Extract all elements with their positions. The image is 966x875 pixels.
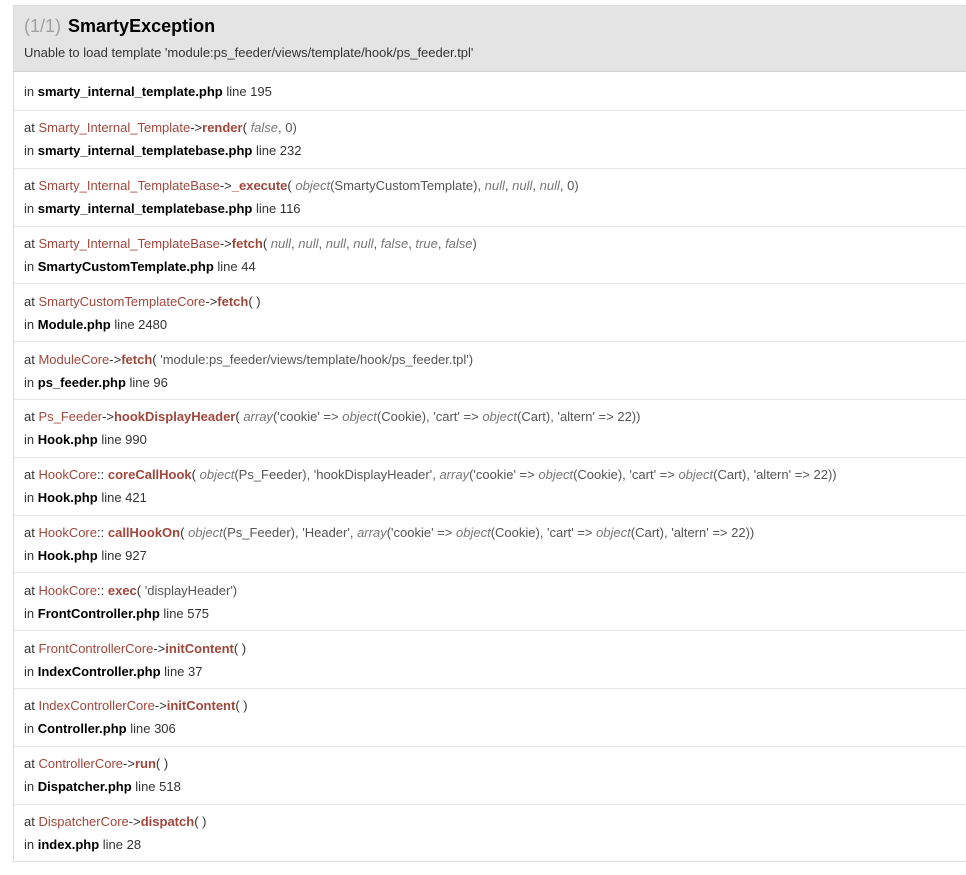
frame-location (24, 371, 964, 394)
frame-class: Ps_Feeder (38, 409, 103, 425)
file-name: index.php (37, 836, 100, 852)
in-label: in (24, 374, 35, 390)
frame-arg: , (291, 235, 299, 251)
frame-class: Smarty_Internal_TemplateBase (38, 235, 220, 251)
call-separator: -> (154, 698, 167, 714)
frame-arg: object (538, 467, 574, 483)
trace-origin (14, 72, 966, 110)
frame-arg: null (539, 178, 560, 194)
line-number: line 116 (255, 201, 301, 217)
frame-arg: , (504, 178, 513, 194)
frame-arg: ('cookie' => (272, 409, 343, 425)
frame-function: fetch (217, 293, 249, 309)
trace-frame (14, 572, 966, 630)
frame-call (24, 348, 964, 371)
frame-arg: ( ) (235, 698, 248, 714)
line-number: line 96 (129, 374, 168, 390)
at-label: at (24, 293, 35, 309)
frame-arg: ( ) (155, 756, 169, 772)
frame-arg: false (250, 120, 279, 136)
frame-location (24, 486, 964, 509)
frame-arg: (Ps_Feeder), 'Header', (222, 524, 358, 540)
line-number: line 37 (164, 663, 203, 679)
frame-arg: ( (191, 467, 200, 483)
call-separator: -> (102, 409, 114, 425)
frame-arg: ( ) (248, 293, 261, 309)
frame-arg: object (199, 467, 235, 483)
file-name: Dispatcher.php (37, 779, 132, 795)
frame-class: ControllerCore (38, 756, 124, 772)
frame-arg: , 0) (559, 178, 579, 194)
frame-class: SmartyCustomTemplateCore (38, 293, 206, 309)
file-name: smarty_internal_template.php (37, 83, 223, 99)
frame-arg: (Cart), 'altern' => 22)) (713, 467, 837, 483)
frame-arg: (Cart), 'altern' => 22)) (630, 524, 755, 540)
frame-location (24, 428, 964, 451)
at-label: at (24, 698, 35, 714)
frame-function: render (202, 120, 243, 136)
frame-arg: false (445, 235, 473, 251)
frame-arg: ('cookie' => (386, 524, 456, 540)
frame-arg: null (484, 178, 505, 194)
in-label: in (24, 83, 35, 99)
at-label: at (24, 756, 35, 772)
trace-frame (14, 804, 966, 862)
frame-location (24, 775, 964, 798)
call-separator: -> (205, 293, 218, 309)
trace-frame (14, 399, 966, 457)
call-separator: :: (97, 524, 105, 540)
frame-location (24, 544, 964, 567)
file-name: IndexController.php (37, 663, 161, 679)
file-name: FrontController.php (37, 605, 160, 621)
frame-function: initContent (165, 640, 234, 656)
at-label: at (24, 640, 35, 656)
frame-arg: null (325, 235, 346, 251)
line-number: line 990 (101, 432, 147, 448)
file-name: Hook.php (37, 547, 98, 563)
file-name: smarty_internal_templatebase.php (37, 143, 253, 159)
in-label: in (24, 490, 35, 506)
frame-arg: ('cookie' => (469, 467, 539, 483)
frame-arg: , (373, 235, 381, 251)
frame-arg: null (353, 235, 374, 251)
frame-arg: ( (262, 235, 271, 251)
frame-location (24, 197, 964, 220)
frame-class: Smarty_Internal_Template (38, 120, 191, 136)
line-number: line 518 (135, 779, 181, 795)
call-separator: -> (190, 120, 203, 136)
trace-location (24, 80, 964, 103)
frame-class: HookCore (38, 582, 97, 598)
frame-arg: array (357, 524, 387, 540)
in-label: in (24, 143, 35, 159)
line-number: line 232 (255, 143, 302, 159)
frame-arg: false (380, 235, 409, 251)
at-label: at (24, 178, 35, 194)
at-label: at (24, 467, 35, 483)
frame-arg: ( (287, 178, 296, 194)
frame-arg: (Cookie), 'cart' => (573, 467, 679, 483)
at-label: at (24, 524, 35, 540)
frame-call (24, 116, 964, 139)
frame-call (24, 810, 964, 833)
frame-class: DispatcherCore (38, 813, 129, 829)
stack-trace (14, 110, 966, 861)
frame-call (24, 694, 964, 717)
in-label: in (24, 836, 35, 852)
frame-class: FrontControllerCore (38, 640, 154, 656)
exception-class: SmartyException (68, 16, 216, 36)
frame-location (24, 660, 964, 683)
file-name: ps_feeder.php (37, 374, 126, 390)
frame-call (24, 579, 964, 602)
trace-frame (14, 110, 966, 168)
trace-frame (14, 515, 966, 573)
frame-arg: , (532, 178, 540, 194)
trace-frame (14, 457, 966, 515)
call-separator: -> (123, 756, 135, 772)
trace-frame (14, 341, 966, 399)
frame-location (24, 313, 964, 336)
at-label: at (24, 120, 35, 136)
call-separator: -> (109, 351, 122, 367)
file-name: smarty_internal_templatebase.php (37, 201, 253, 217)
frame-arg: , (408, 235, 416, 251)
frame-function: dispatch (140, 813, 195, 829)
trace-frame (14, 630, 966, 688)
frame-arg: , (318, 235, 326, 251)
file-name: Controller.php (37, 721, 127, 737)
frame-arg: 'module:ps_feeder/views/template/hook/ps_feeder.tpl') (160, 351, 474, 367)
frame-arg: ( (152, 351, 161, 367)
frame-class: Smarty_Internal_TemplateBase (38, 178, 220, 194)
frame-location (24, 255, 964, 278)
frame-function: _execute (231, 178, 288, 194)
frame-arg: object (455, 524, 491, 540)
frame-arg: (Cookie), 'cart' => (376, 409, 483, 425)
frame-arg: object (482, 409, 518, 425)
exception-title (24, 15, 964, 37)
frame-arg: (Cart), 'altern' => 22)) (517, 409, 641, 425)
file-name: Hook.php (37, 490, 98, 506)
frame-arg: ( (136, 582, 145, 598)
frame-function: initContent (166, 698, 236, 714)
trace-frame (14, 688, 966, 746)
frame-arg: , 0) (278, 120, 297, 136)
frame-call (24, 405, 964, 428)
exception-header (14, 6, 966, 72)
call-separator: :: (97, 467, 105, 483)
frame-location (24, 602, 964, 625)
file-name: Hook.php (37, 432, 98, 448)
at-label: at (24, 409, 35, 425)
frame-arg: 'displayHeader') (144, 582, 238, 598)
in-label: in (24, 316, 35, 332)
call-separator: -> (128, 813, 141, 829)
frame-arg: object (295, 178, 331, 194)
in-label: in (24, 201, 35, 217)
frame-class: IndexControllerCore (38, 698, 155, 714)
frame-arg: ( ) (194, 813, 207, 829)
at-label: at (24, 351, 35, 367)
in-label: in (24, 663, 35, 679)
trace-frame (14, 283, 966, 341)
in-label: in (24, 779, 35, 795)
at-label: at (24, 582, 35, 598)
frame-class: HookCore (38, 467, 97, 483)
frame-call (24, 290, 964, 313)
frame-call (24, 521, 964, 544)
line-number: line 306 (130, 721, 176, 737)
in-label: in (24, 721, 35, 737)
frame-function: exec (107, 582, 137, 598)
frame-arg: null (298, 235, 319, 251)
trace-frame (14, 226, 966, 284)
frame-function: hookDisplayHeader (113, 409, 236, 425)
frame-arg: , (346, 235, 354, 251)
line-number: line 195 (226, 83, 272, 99)
call-separator: -> (219, 235, 232, 251)
frame-class: HookCore (38, 524, 97, 540)
frame-arg: object (188, 524, 223, 540)
frame-function: fetch (121, 351, 153, 367)
frame-function: run (134, 756, 156, 772)
frame-arg: true (415, 235, 438, 251)
call-separator: :: (97, 582, 105, 598)
frame-arg: (Cookie), 'cart' => (490, 524, 597, 540)
line-number: line 421 (101, 490, 147, 506)
frame-arg: ) (472, 235, 477, 251)
trace-frame (14, 746, 966, 804)
frame-arg: object (342, 409, 377, 425)
frame-call (24, 463, 964, 486)
at-label: at (24, 235, 35, 251)
frame-arg: ( ) (233, 640, 247, 656)
in-label: in (24, 258, 35, 274)
frame-arg: ( (235, 409, 244, 425)
in-label: in (24, 547, 35, 563)
frame-location (24, 717, 964, 740)
frame-function: callHookOn (107, 524, 181, 540)
frame-arg: object (678, 467, 714, 483)
frame-class: ModuleCore (38, 351, 110, 367)
call-separator: -> (219, 178, 232, 194)
line-number: line 44 (217, 258, 256, 274)
frame-arg: array (439, 467, 470, 483)
frame-function: coreCallHook (107, 467, 192, 483)
call-separator: -> (153, 640, 166, 656)
line-number: line 575 (163, 605, 209, 621)
line-number: line 28 (102, 836, 142, 852)
frame-arg: null (512, 178, 533, 194)
line-number: line 927 (101, 547, 147, 563)
frame-arg: null (270, 235, 292, 251)
frame-arg: ( (180, 524, 189, 540)
frame-arg: object (596, 524, 631, 540)
frame-call (24, 232, 964, 255)
file-name: Module.php (37, 316, 111, 332)
at-label: at (24, 813, 35, 829)
in-label: in (24, 605, 35, 621)
frame-function: fetch (231, 235, 263, 251)
frame-arg: , (437, 235, 446, 251)
frame-call (24, 752, 964, 775)
in-label: in (24, 432, 35, 448)
exception-message: Unable to load template 'module:ps_feeder/views/template/hook/ps_feeder.tpl' (24, 45, 474, 60)
frame-arg: ( (242, 120, 251, 136)
exception-count: (1/1) (24, 16, 62, 36)
frame-arg: (Ps_Feeder), 'hookDisplayHeader', (234, 467, 440, 483)
frame-arg: (SmartyCustomTemplate), (330, 178, 485, 194)
line-number: line 2480 (114, 316, 168, 332)
frame-call (24, 174, 964, 197)
frame-arg: array (243, 409, 273, 425)
frame-call (24, 637, 964, 660)
frame-location (24, 833, 964, 856)
file-name: SmartyCustomTemplate.php (37, 258, 214, 274)
frame-location (24, 139, 964, 162)
trace-frame (14, 168, 966, 226)
exception-panel (13, 5, 966, 862)
